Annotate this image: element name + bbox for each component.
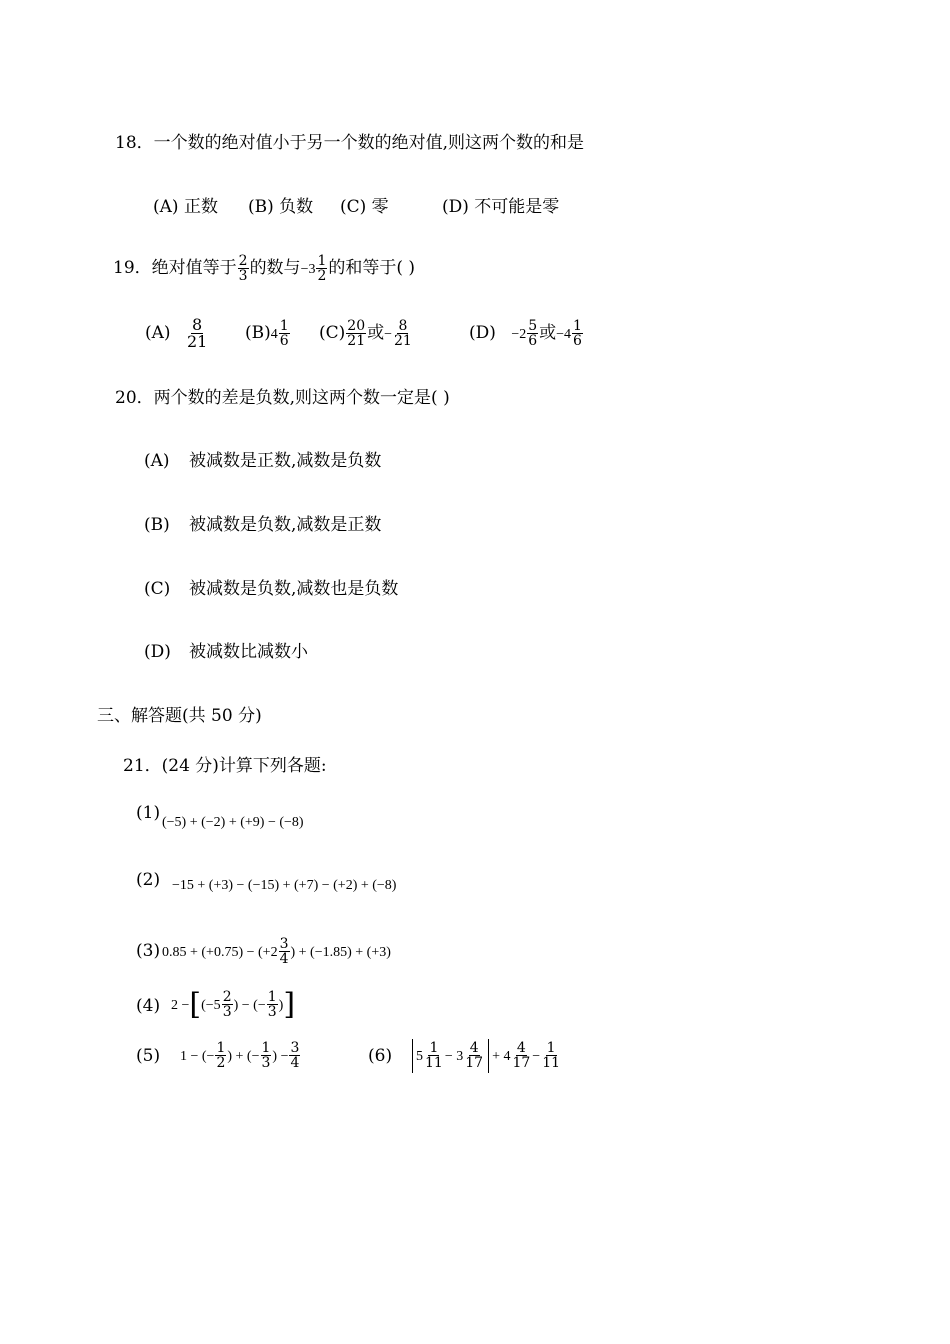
q21-part6-fraction-2: $\frac{4}{17}$ — [465, 1040, 484, 1071]
absolute-value-bar-right — [488, 1039, 489, 1073]
q21-part1-label: (1) — [136, 803, 161, 823]
q21-part3-fraction: $\frac{3}{4}$ — [279, 936, 289, 967]
q18-option-b: (B) 负数 — [248, 197, 314, 217]
q19-option-d-fraction-1: $\frac{5}{6}$ — [528, 318, 538, 349]
q19-mid: 的数与 — [249, 258, 301, 278]
q18-stem: 18．一个数的绝对值小于另一个数的绝对值,则这两个数的和是 — [115, 133, 585, 153]
q20-option-d-label: (D) — [144, 642, 171, 662]
q19-option-d: (D) −2 $\frac{5}{6}$ 或−4 $\frac{1}{6}$ — [469, 318, 582, 349]
q21-stem: 21．(24 分)计算下列各题: — [123, 756, 327, 776]
q20-option-a-label: (A) — [144, 451, 170, 471]
q21-part6-fraction-1: $\frac{1}{11}$ — [425, 1040, 443, 1071]
q21-part3-label: (3) — [136, 941, 161, 961]
q21-part4-expression: 2 −[(−5 $\frac{2}{3}$ ) − (− $\frac{1}{3}$ )] — [171, 986, 296, 1022]
q19-fraction-one-half: $\frac{1}{2}$ — [317, 253, 327, 284]
q21-part6-label: (6) — [368, 1046, 393, 1066]
q21-part6-expression: 5 $\frac{1}{11}$ − 3 $\frac{4}{17}$ + 4 $\frac{4}{17}$ − $\frac{1}{11}$ — [409, 1036, 562, 1076]
q20-option-a: 被减数是正数,减数是负数 — [189, 451, 382, 471]
q19-option-c-fraction-1: $\frac{20}{21}$ — [347, 318, 366, 349]
q21-part2-expression: −15 + (+3) − (−15) + (+7) − (+2) + (−8) — [172, 878, 397, 893]
q21-part2-label: (2) — [136, 870, 161, 890]
q19-option-a: (A) $\frac{8}{21}$ — [145, 315, 208, 351]
q21-part4-label: (4) — [136, 996, 161, 1016]
q20-option-b: 被减数是负数,减数是正数 — [189, 515, 382, 535]
q18-option-a: (A) 正数 — [153, 197, 218, 217]
q20-option-c-label: (C) — [144, 579, 171, 599]
q20-option-b-label: (B) — [144, 515, 170, 535]
q21-part4-fraction-2: $\frac{1}{3}$ — [267, 989, 277, 1020]
q19-stem — [113, 252, 415, 286]
q19-option-c-fraction-2: $\frac{8}{21}$ — [394, 318, 412, 349]
q19-option-d-fraction-2: $\frac{1}{6}$ — [573, 318, 582, 349]
q21-part6-fraction-3: $\frac{4}{17}$ — [512, 1040, 531, 1071]
q21-part5-expression: 1 − (− $\frac{1}{2}$ ) + (− $\frac{1}{3}$ ) − $\frac{3}{4}$ — [180, 1040, 300, 1071]
q20-stem: 20．两个数的差是负数,则这两个数一定是( ) — [115, 388, 450, 408]
q21-part1-expression: (−5) + (−2) + (+9) − (−8) — [162, 815, 304, 830]
q19-fraction-two-thirds: $\frac{2}{3}$ — [238, 253, 248, 284]
q19-neg3: −3 — [300, 262, 316, 277]
q21-part4-fraction-1: $\frac{2}{3}$ — [222, 989, 232, 1020]
q19-option-a-fraction: $\frac{8}{21}$ — [186, 315, 208, 351]
q19-option-b: (B)4 $\frac{1}{6}$ — [245, 318, 289, 349]
q21-part5-fraction-3: $\frac{3}{4}$ — [290, 1040, 300, 1071]
absolute-value-bar-left — [412, 1039, 413, 1073]
q21-part5-label: (5) — [136, 1046, 161, 1066]
q21-part5-fraction-1: $\frac{1}{2}$ — [216, 1040, 226, 1071]
q18-option-d: (D) 不可能是零 — [442, 197, 560, 217]
q21-part6-fraction-4: $\frac{1}{11}$ — [542, 1040, 561, 1071]
q19-option-b-fraction: $\frac{1}{6}$ — [279, 318, 289, 349]
q18-option-c: (C) 零 — [340, 197, 389, 217]
section3-title: 三、解答题(共 50 分) — [97, 706, 262, 726]
q19-option-c: (C) $\frac{20}{21}$ 或− $\frac{8}{21}$ — [319, 318, 412, 349]
q19-suffix: 的和等于( ) — [328, 258, 416, 278]
q20-option-c: 被减数是负数,减数也是负数 — [189, 579, 399, 599]
q21-part3-expression: 0.85 + (+0.75) − (+2 $\frac{3}{4}$ ) + (−1.85) + (+3) — [162, 936, 391, 967]
q20-option-d: 被减数比减数小 — [189, 642, 308, 662]
q19-prefix: 19．绝对值等于 — [113, 258, 237, 278]
q21-part5-fraction-2: $\frac{1}{3}$ — [261, 1040, 271, 1071]
